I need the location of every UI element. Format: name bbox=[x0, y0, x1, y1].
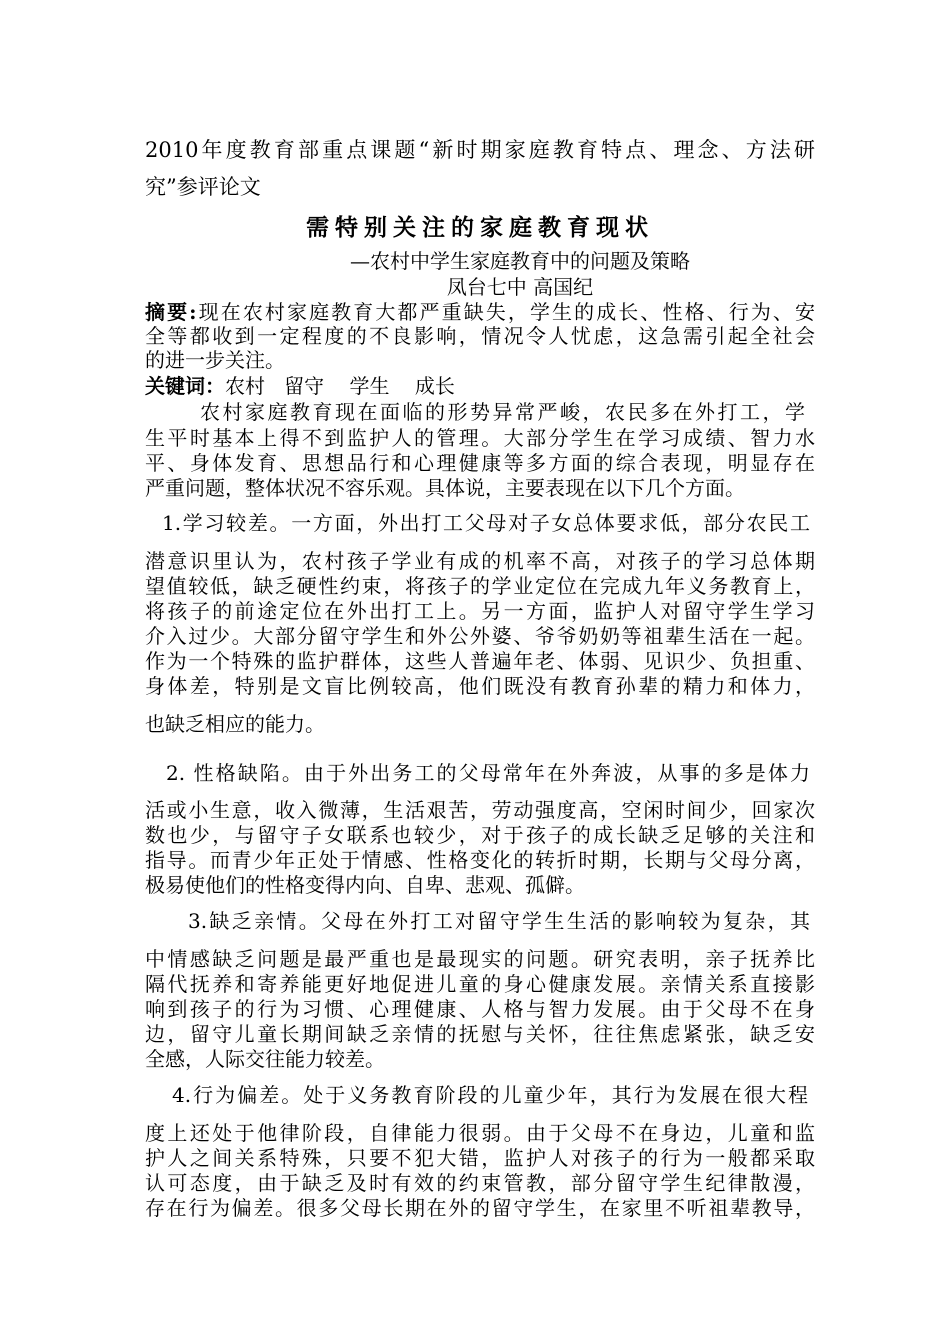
section3-line-4: 响到孩子的行为习惯、心理健康、人格与智力发展。由于父母不在身 bbox=[145, 997, 815, 1021]
intro-line-3: 平、身体发育、思想品行和心理健康等多方面的综合表现，明显存在 bbox=[145, 451, 815, 475]
section1-line-1: 1.学习较差。一方面，外出打工父母对子女总体要求低，部分农民工 bbox=[162, 511, 810, 535]
section2-line-5: 极易使他们的性格变得内向、自卑、悲观、孤僻。 bbox=[145, 873, 585, 897]
section3-line-2: 中情感缺乏问题是最严重也是最现实的问题。研究表明，亲子抚养比 bbox=[145, 947, 815, 971]
section3-line-1: 3.缺乏亲情。父母在外打工对留守学生生活的影响较为复杂，其 bbox=[188, 909, 810, 933]
intro-line-1: 农村家庭教育现在面临的形势异常严峻，农民多在外打工，学 bbox=[200, 400, 805, 424]
section1-line-5: 介入过少。大部分留守学生和外公外婆、爷爷奶奶等祖辈生活在一起。 bbox=[145, 624, 815, 648]
section4-line-3: 护人之间关系特殊，只要不犯大错，监护人对孩子的行为一般都采取 bbox=[145, 1146, 815, 1170]
header-line-1: 2010年度教育部重点课题“新时期家庭教育特点、理念、方法研 bbox=[145, 138, 815, 162]
abstract-label: 摘要: bbox=[145, 300, 197, 324]
header-line-2: 究”参评论文 bbox=[145, 175, 261, 199]
abstract-text: 现在农村家庭教育大都严重缺失，学生的成长、性格、行为、安 bbox=[196, 300, 815, 324]
section4-line-2: 度上还处于他律阶段，自律能力很弱。由于父母不在身边，儿童和监 bbox=[145, 1121, 815, 1145]
section4-line-1: 4.行为偏差。处于义务教育阶段的儿童少年，其行为发展在很大程 bbox=[172, 1083, 808, 1107]
section1-line-4: 将孩子的前途定位在外出打工上。另一方面，监护人对留守学生学习 bbox=[145, 599, 815, 623]
intro-line-2: 生平时基本上得不到监护人的管理。大部分学生在学习成绩、智力水 bbox=[145, 426, 815, 450]
abstract-line-1 bbox=[145, 299, 815, 325]
section3-line-5: 边，留守儿童长期间缺乏亲情的抚慰与关怀，往往焦虑紧张，缺乏安 bbox=[145, 1022, 815, 1046]
section1-line-8: 也缺乏相应的能力。 bbox=[145, 712, 325, 736]
section3-line-3: 隔代抚养和寄养能更好地促进儿童的身心健康发展。亲情关系直接影 bbox=[145, 972, 815, 996]
intro-line-4: 严重问题，整体状况不容乐观。具体说，主要表现在以下几个方面。 bbox=[145, 476, 745, 500]
section4-line-4: 认可态度，由于缺乏及时有效的约束管教，部分留守学生纪律散漫， bbox=[145, 1171, 815, 1195]
subtitle: —农村中学生家庭教育中的问题及策略 bbox=[350, 249, 690, 273]
section3-line-6: 全感，人际交往能力较差。 bbox=[145, 1047, 385, 1071]
author-line: 凤台七中 高国纪 bbox=[446, 275, 594, 299]
section2-line-4: 指导。而青少年正处于情感、性格变化的转折时期，长期与父母分离， bbox=[145, 848, 815, 872]
section1-line-3: 望值较低，缺乏硬性约束，将孩子的学业定位在完成九年义务教育上， bbox=[145, 574, 815, 598]
abstract-line-2: 全等都收到一定程度的不良影响，情况令人忧虑，这急需引起全社会 bbox=[145, 324, 815, 348]
section1-line-7: 身体差，特别是文盲比例较高，他们既没有教育孙辈的精力和体力， bbox=[145, 674, 815, 698]
section4-line-5: 存在行为偏差。很多父母长期在外的留守学生，在家里不听祖辈教导， bbox=[145, 1196, 815, 1220]
section2-line-2: 活或小生意，收入微薄，生活艰苦，劳动强度高，空闲时间少，回家次 bbox=[145, 798, 815, 822]
abstract-line-3: 的进一步关注。 bbox=[145, 348, 285, 372]
section1-line-6: 作为一个特殊的监护群体，这些人普遍年老、体弱、见识少、负担重、 bbox=[145, 649, 815, 673]
page-title: 需特别关注的家庭教育现状 bbox=[306, 214, 654, 241]
section2-line-1: 2. 性格缺陷。由于外出务工的父母常年在外奔波，从事的多是体力 bbox=[166, 761, 810, 785]
keywords-text: 农村 留守 学生 成长 bbox=[225, 374, 455, 398]
section1-line-2: 潜意识里认为，农村孩子学业有成的机率不高，对孩子的学习总体期 bbox=[145, 549, 815, 573]
keywords-line bbox=[145, 373, 815, 399]
section2-line-3: 数也少，与留守子女联系也较少，对于孩子的成长缺乏足够的关注和 bbox=[145, 823, 815, 847]
keywords-label: 关键词： bbox=[145, 374, 225, 398]
